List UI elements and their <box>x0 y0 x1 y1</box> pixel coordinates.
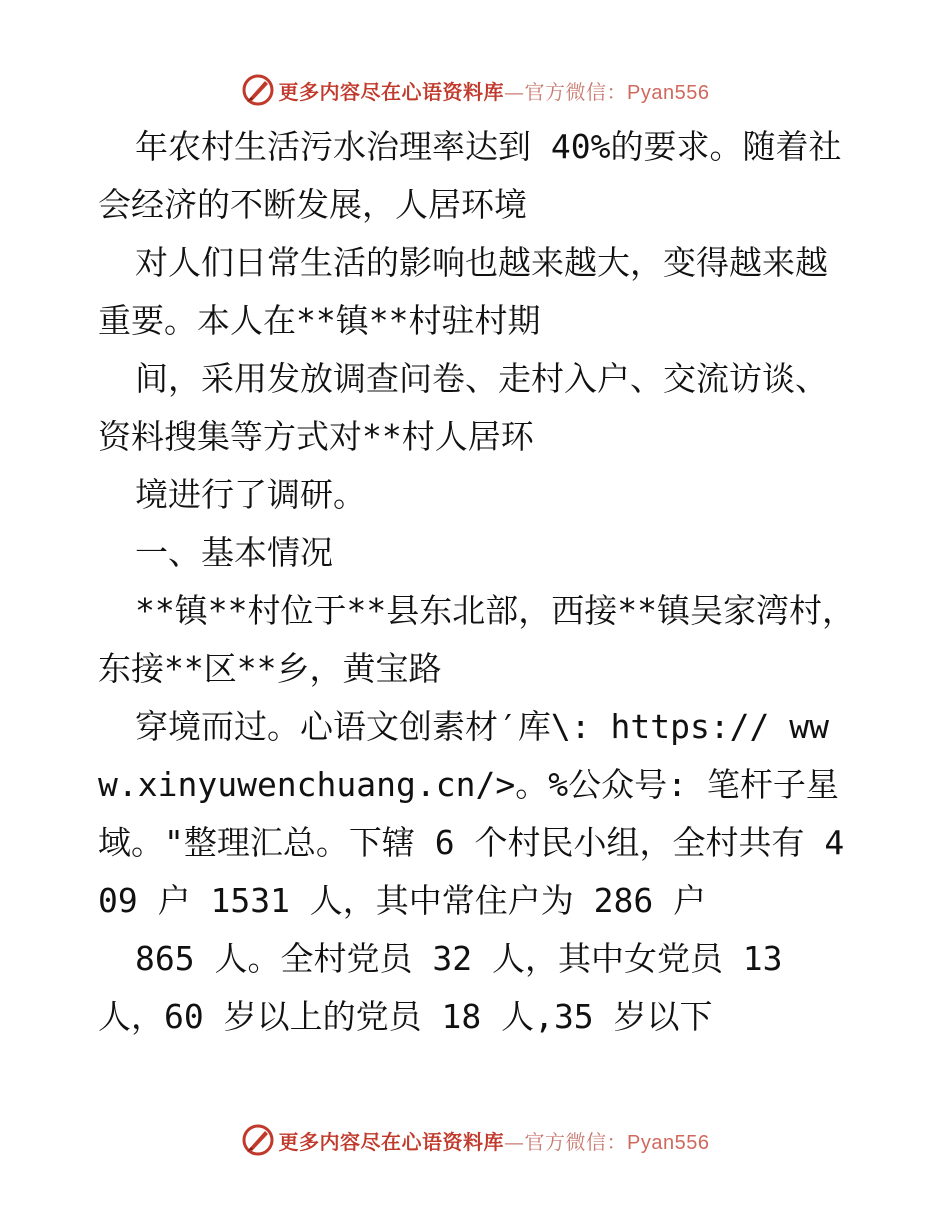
footer-banner-main: 更多内容尽在心语资料库 <box>278 1129 505 1154</box>
header-banner-official: —官方微信： <box>504 79 628 104</box>
header-banner-account-id: Pyan556 <box>627 81 710 104</box>
paragraph-3: 间，采用发放调查问卷、走村入户、交流访谈、资料搜集等方式对**村人居环 <box>98 359 828 456</box>
footer-banner-text <box>279 1126 710 1155</box>
paragraph-6: **镇**村位于**县东北部，西接**镇吴家湾村，东接**区**乡，黄宝路 <box>98 591 855 688</box>
header-banner-text <box>279 76 710 105</box>
paragraph-7: 穿境而过。心语文创素材′库\: https:// www.xinyuwenchuang.cn/>。%公众号: 笔杆子星域。"整理汇总。下辖 6 个村民小组，全村共有 409 户 1531 人，其中常住户为 286 户 <box>98 707 845 920</box>
document-body <box>98 118 858 1046</box>
footer-banner-account-id: Pyan556 <box>627 1131 710 1154</box>
quill-pen-logo-icon <box>241 73 275 107</box>
quill-pen-logo-icon <box>241 1123 275 1157</box>
paragraph-2: 对人们日常生活的影响也越来越大，变得越来越重要。本人在**镇**村驻村期 <box>98 243 828 340</box>
header-watermark-banner <box>0 70 950 110</box>
header-banner-main: 更多内容尽在心语资料库 <box>278 79 505 104</box>
paragraph-1: 年农村生活污水治理率达到 40%的要求。随着社会经济的不断发展，人居环境 <box>98 127 842 224</box>
footer-watermark-banner <box>0 1120 950 1160</box>
section-heading-basic-situation: 一、基本情况 <box>135 533 333 572</box>
paragraph-8: 865 人。全村党员 32 人，其中女党员 13 人，60 岁以上的党员 18 人,35 岁以下 <box>98 939 783 1036</box>
paragraph-4: 境进行了调研。 <box>135 475 366 514</box>
footer-banner-official: —官方微信： <box>504 1129 628 1154</box>
